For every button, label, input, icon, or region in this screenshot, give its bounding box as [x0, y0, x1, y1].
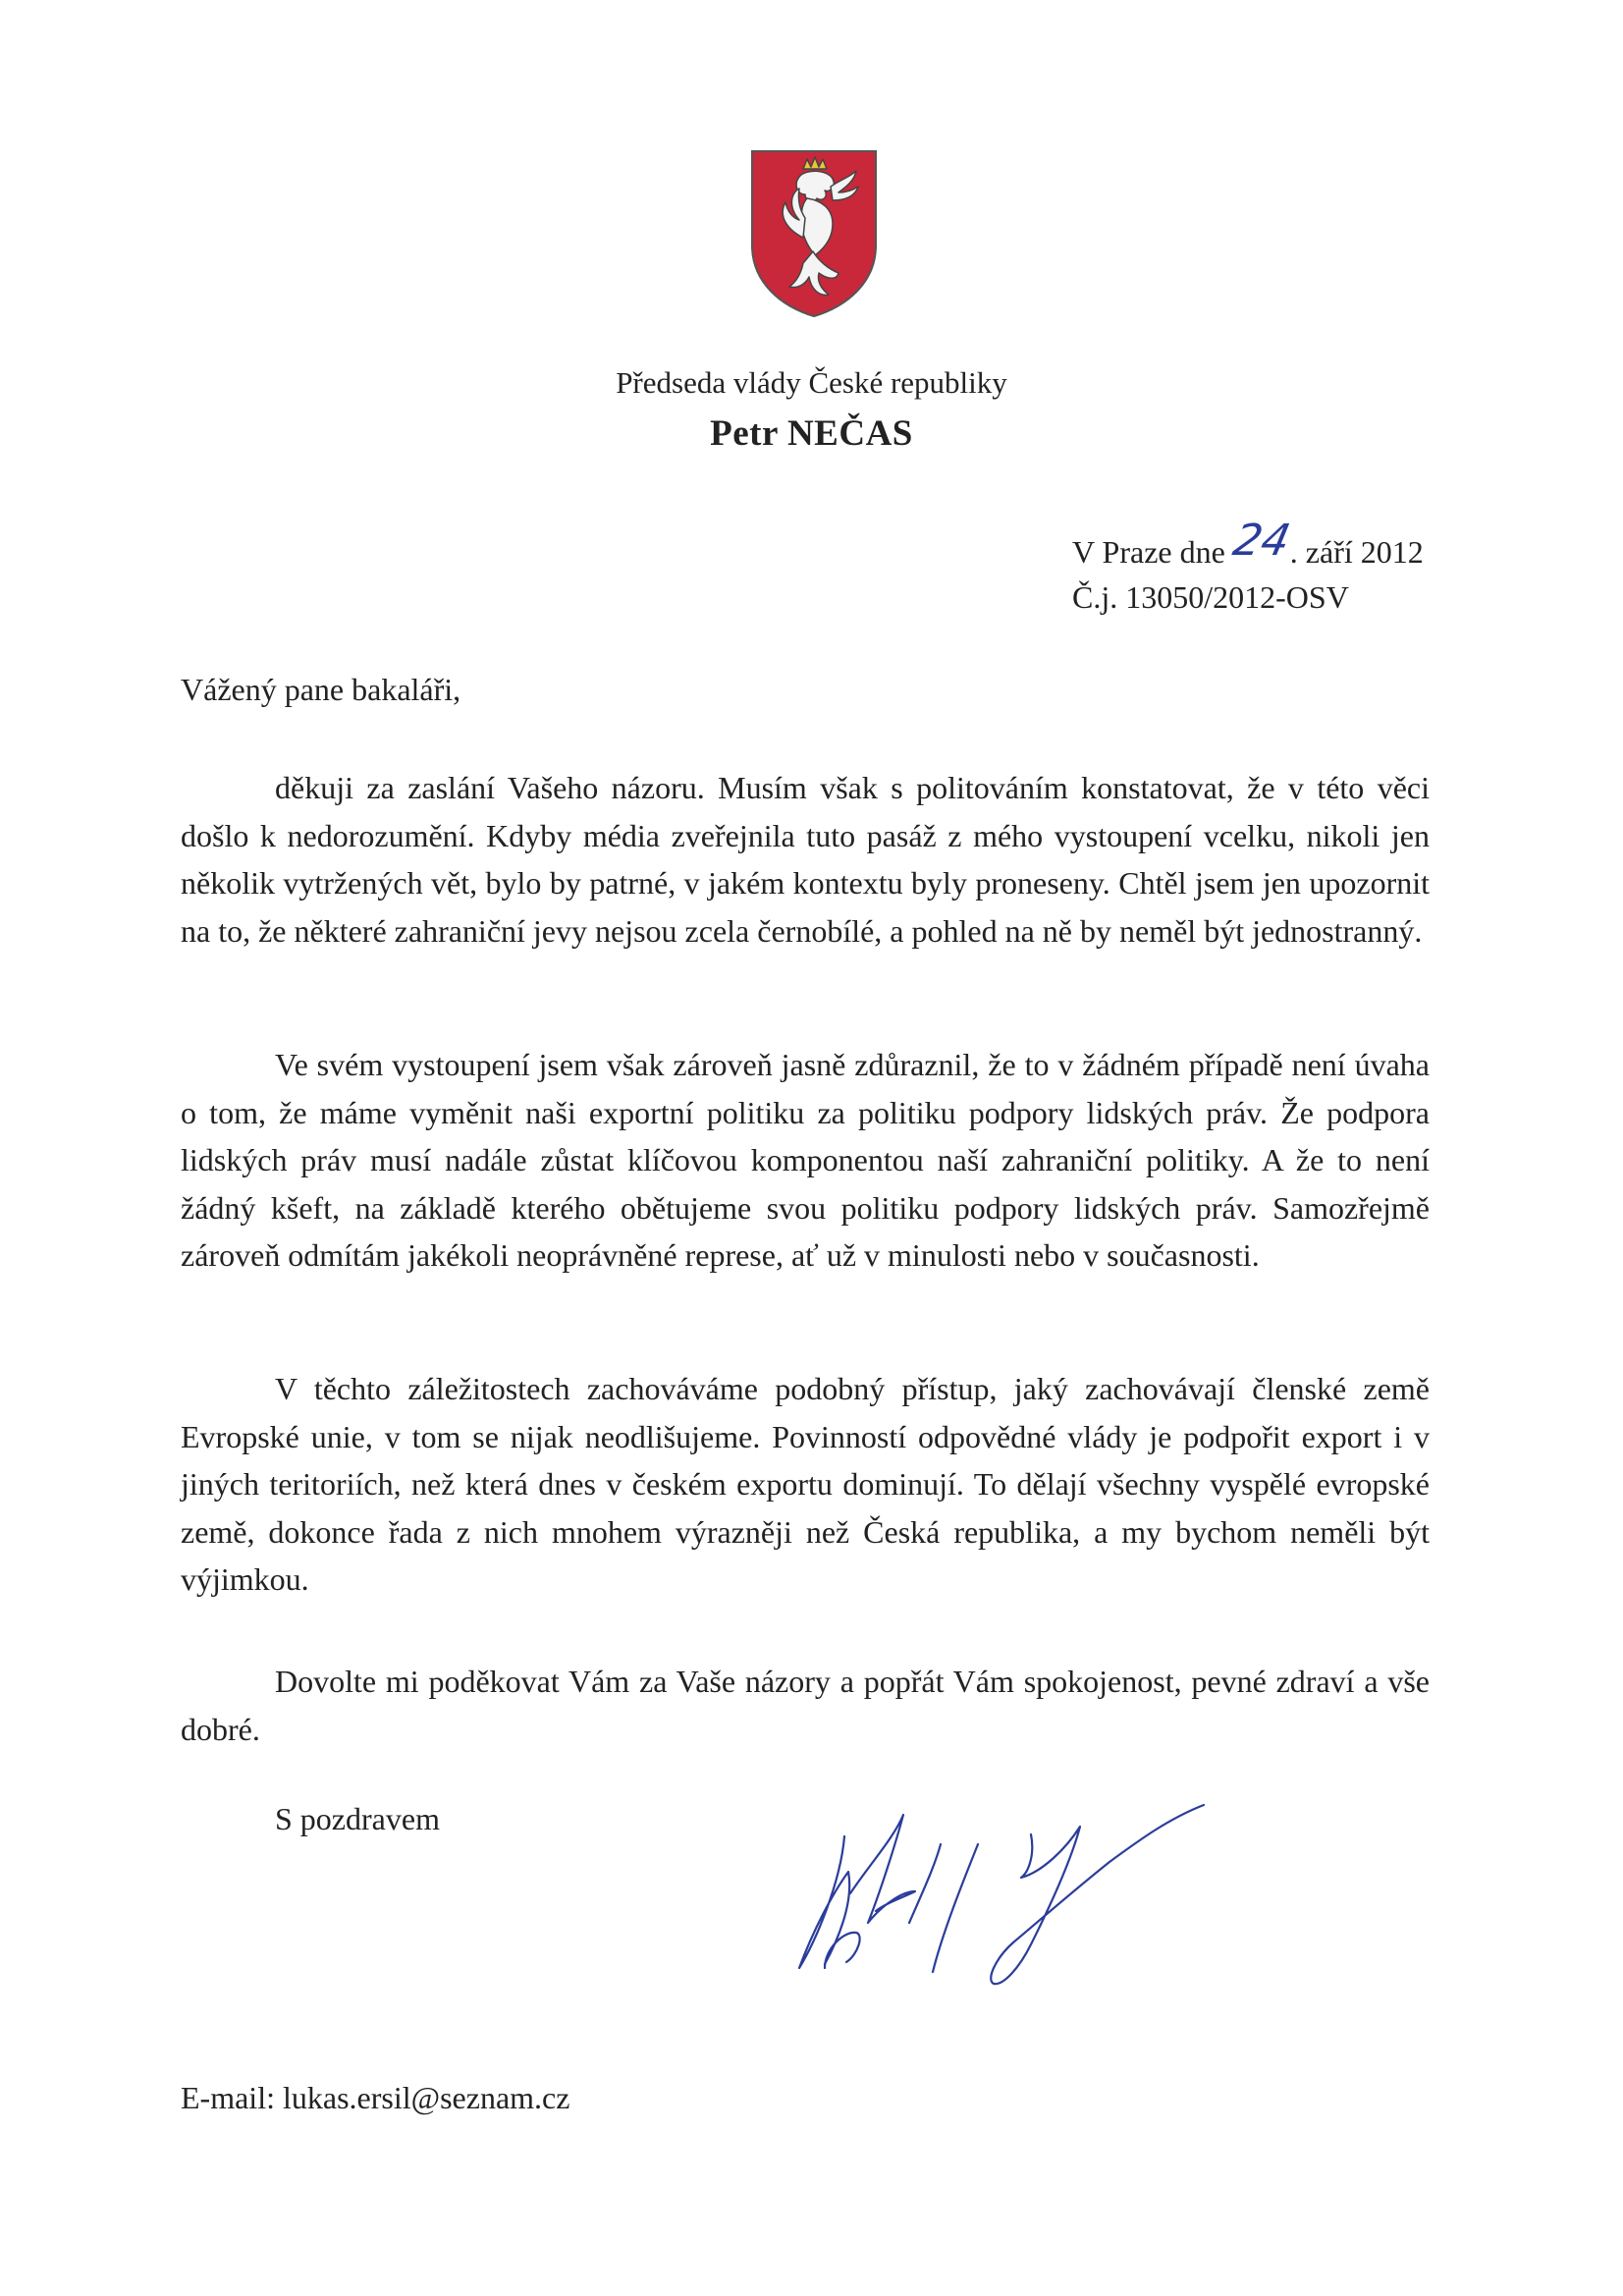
date-reference-block [1072, 516, 1424, 620]
closing-greeting: S pozdravem [275, 1801, 440, 1836]
office-title: Předseda vlády České republiky [616, 365, 1007, 400]
date-suffix: . září 2012 [1289, 534, 1424, 570]
sender-name: Petr NEČAS [710, 413, 913, 454]
paragraph-1: děkuji za zaslání Vašeho názoru. Musím však s politováním konstatovat, že v této věci došlo k nedorozumění. Kdyby média zveřejnila tuto pasáž z mého vystoupení vcelku, nikoli jen několik vytržených vět, bylo by patrné, v jakém kontextu byly proneseny. Chtěl jsem jen upozornit na to, že některé zahraniční jevy nejsou zcela černobílé, a pohled na ně by neměl být jednostranný. [181, 770, 1430, 949]
date-line [1072, 516, 1424, 574]
salutation: Vážený pane bakaláři, [181, 672, 461, 707]
date-prefix: V Praze dne [1072, 534, 1225, 570]
contact-email: E-mail: lukas.ersil@seznam.cz [181, 2080, 570, 2115]
handwritten-signature [785, 1776, 1227, 2001]
paragraph-3: V těchto záležitostech zachováváme podobný přístup, jaký zachovávají členské země Evropské unie, v tom se nijak neodlišujeme. Povinností odpovědné vlády je podpořit export i v jiných teritoriích, než která dnes v českém exportu dominují. To dělají všechny vyspělé evropské země, dokonce řada z nich mnohem výrazněji než Česká republika, a my bychom neměli být výjimkou. [181, 1371, 1430, 1597]
czech-coat-of-arms-lion-icon [748, 147, 880, 320]
paragraph-4: Dovolte mi poděkovat Vám za Vaše názory a popřát Vám spokojenost, pevné zdraví a vše dobré. [181, 1664, 1430, 1747]
reference-number: Č.j. 13050/2012-OSV [1072, 579, 1349, 615]
paragraph-2: Ve svém vystoupení jsem však zároveň jasně zdůraznil, že to v žádném případě není úvaha o tom, že máme vyměnit naši exportní politiku za politiku podpory lidských práv. Že podpora lidských práv musí nadále zůstat klíčovou komponentou naší zahraniční politiky. A že to není žádný kšeft, na základě kterého obětujeme svou politiku podpory lidských práv. Samozřejmě zároveň odmítám jakékoli neoprávněné represe, ať už v minulosti nebo v současnosti. [181, 1047, 1430, 1273]
handwritten-day: 24 [1228, 516, 1295, 566]
